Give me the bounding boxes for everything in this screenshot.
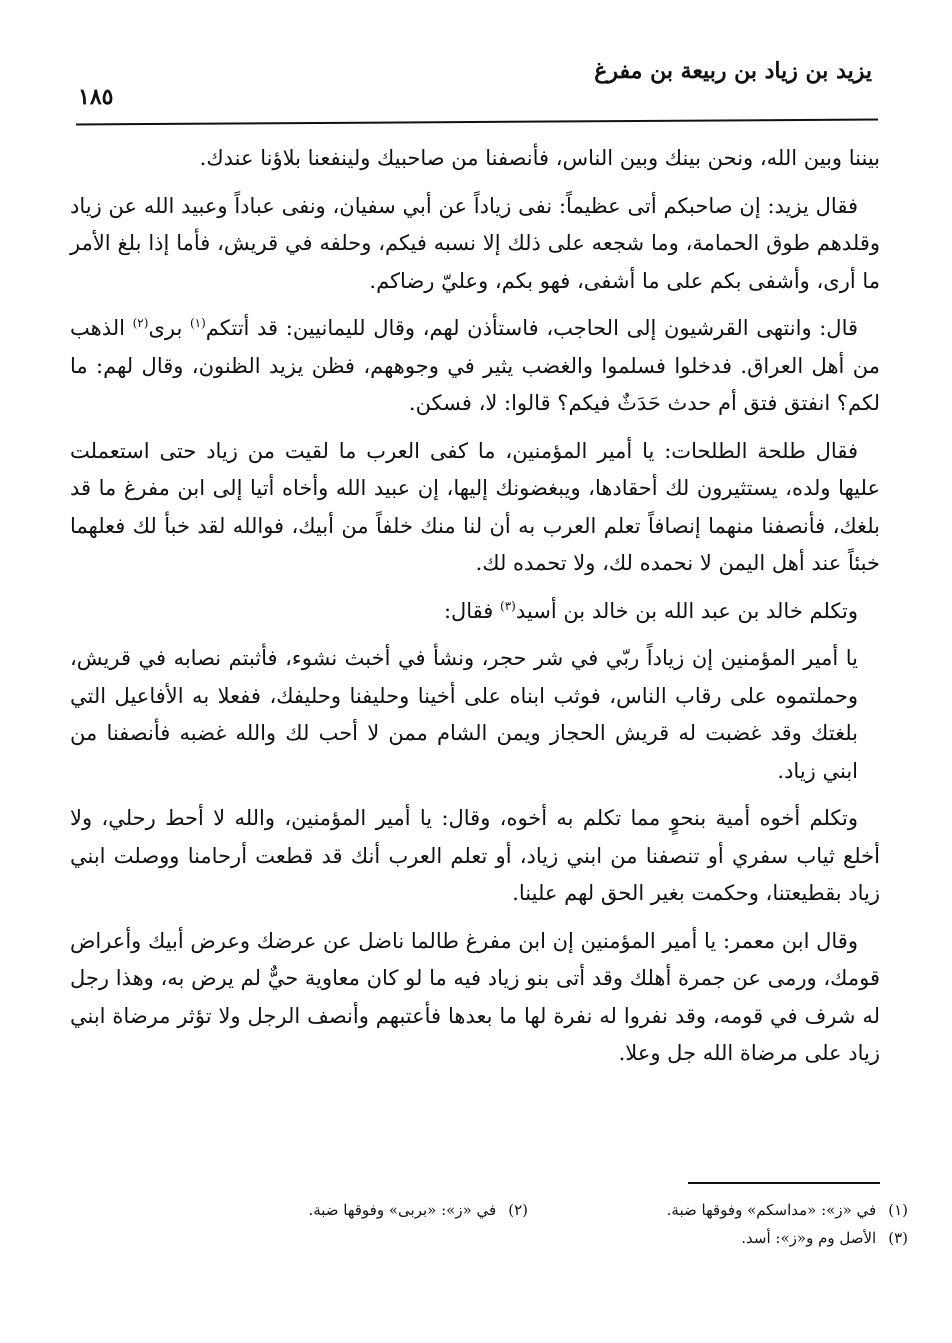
paragraph: فقال يزيد: إن صاحبكم أتى عظيماً: نفى زياداً عن أبي سفيان، ونفى عباداً وعبيد الله عن زياد وقلدهم طوق الحمامة، وما شجعه على ذلك إلا نسبه فيكم، وحلفه في قريش، فأما إذا بلغ الأمر ما أرى، وأشفى بكم على ما أشفى، فهو بكم، وعليّ رضاكم. [70, 193, 880, 293]
paragraph-text: قال: وانتهى القرشيون إلى الحاجب، فاستأذن لهم، وقال لليمانيين: قد أتتكم [205, 316, 859, 340]
page-number: ١٨٥ [78, 84, 114, 110]
paragraph [70, 593, 880, 631]
footnotes [70, 1196, 908, 1252]
paragraph-text: برى [148, 316, 190, 340]
footnote-number: (٣) [888, 1229, 908, 1247]
footnote-item [148, 1196, 528, 1224]
paragraph [70, 310, 880, 423]
footnote-text: في «ز»: «بربى» وفوقها ضبة. [308, 1201, 497, 1219]
footnote-number: (١) [888, 1201, 908, 1219]
paragraph: فقال طلحة الطلحات: يا أمير المؤمنين، ما كفى العرب ما لقيت من زياد حتى استعملت عليها ولده، يستثيرون لك أحقادها، ويبغضونك إليها، إن عبيد الله وأخاه أتيا إلى ابن مفرغ ما قد بلغك، فأنصفنا منهما إنصافاً تعلم العرب به أن لنا منك خلفاً من أبيك، فوالله لقد خبأ لك فعلهما خبئاً عند أهل اليمن لا نحمده لك، ولا تحمده لك. [70, 438, 880, 575]
paragraph-text: الذهب من أهل العراق. فدخلوا فسلموا والغضب يثير في وجوههم، فظن يزيد الظنون، وقال لهم: ما لكم؟ انفتق فتق أم حدث حَدَثٌ فيكم؟ قالوا: لا، فسكن. [70, 316, 880, 415]
quoted-speech: يا أمير المؤمنين إن زياداً ربّي في شر حجر، ونشأ في أخبث نشوء، فأثبتم نصابه في قريش، وحملتموه على رقاب الناس، فوثب ابناه على أخينا وحليفنا وحليفك، ففعلا به الأفاعيل التي بلغتك وقد غضبت له قريش الحجاز ويمن الشام ممن لا أحب لك والله غضبه فأنصفنا من ابني زياد. [70, 646, 858, 783]
header-rule [76, 119, 878, 126]
footnote-marker: (٢) [132, 316, 149, 330]
body-text [70, 140, 880, 1083]
paragraph: بيننا وبين الله، ونحن بينك وبين الناس، فأنصفنا من صاحبيك ولينفعنا بلاؤنا عندك. [199, 146, 880, 170]
footnote-row [70, 1196, 908, 1224]
footnote-row [70, 1224, 908, 1252]
running-title: يزيد بن زياد بن ربيعة بن مفرغ [594, 58, 872, 84]
paragraph: وتكلم أخوه أمية بنحوٍ مما تكلم به أخوه، وقال: يا أمير المؤمنين، والله لا أحط رحلي، ولا أخلع ثياب سفري أو تنصفنا من ابني زياد، أو تعلم العرب أنك قد قطعت أرحامنا ووصلت ابني زياد بقطيعتنا، وحكمت بغير الحق لهم علينا. [70, 806, 880, 905]
footnote-number: (٢) [508, 1201, 528, 1219]
footnote-marker: (٣) [500, 598, 516, 613]
footnote-item [528, 1196, 908, 1224]
footnote-rule [688, 1182, 880, 1184]
footnote-text: في «ز»: «مداسكم» وفوقها ضبة. [666, 1201, 877, 1219]
footnote-text: الأصل وم و«ز»: أسد. [741, 1229, 877, 1247]
paragraph-text: فقال: [443, 598, 501, 623]
footnote-item [528, 1224, 908, 1252]
paragraph-text: وتكلم خالد بن عبد الله بن خالد بن أسيد [515, 598, 858, 623]
footnote-marker: (١) [189, 316, 206, 330]
paragraph: وقال ابن معمر: يا أمير المؤمنين إن ابن مفرغ طالما ناضل عن عرضك وعرض أبيك وأعراض قومك، ورمى عن جمرة أهلك وقد أتى بنو زياد فيه ما لو كان معاوية حيٌّ لم يرض به، وهذا رجل له شرف في قومه، وقد نفروا له نفرة لها ما بعدها فأعتبهم وأنصف الرجل ولا تؤثر مرضاة ابني زياد على مرضاة الله جل وعلا. [70, 928, 880, 1065]
